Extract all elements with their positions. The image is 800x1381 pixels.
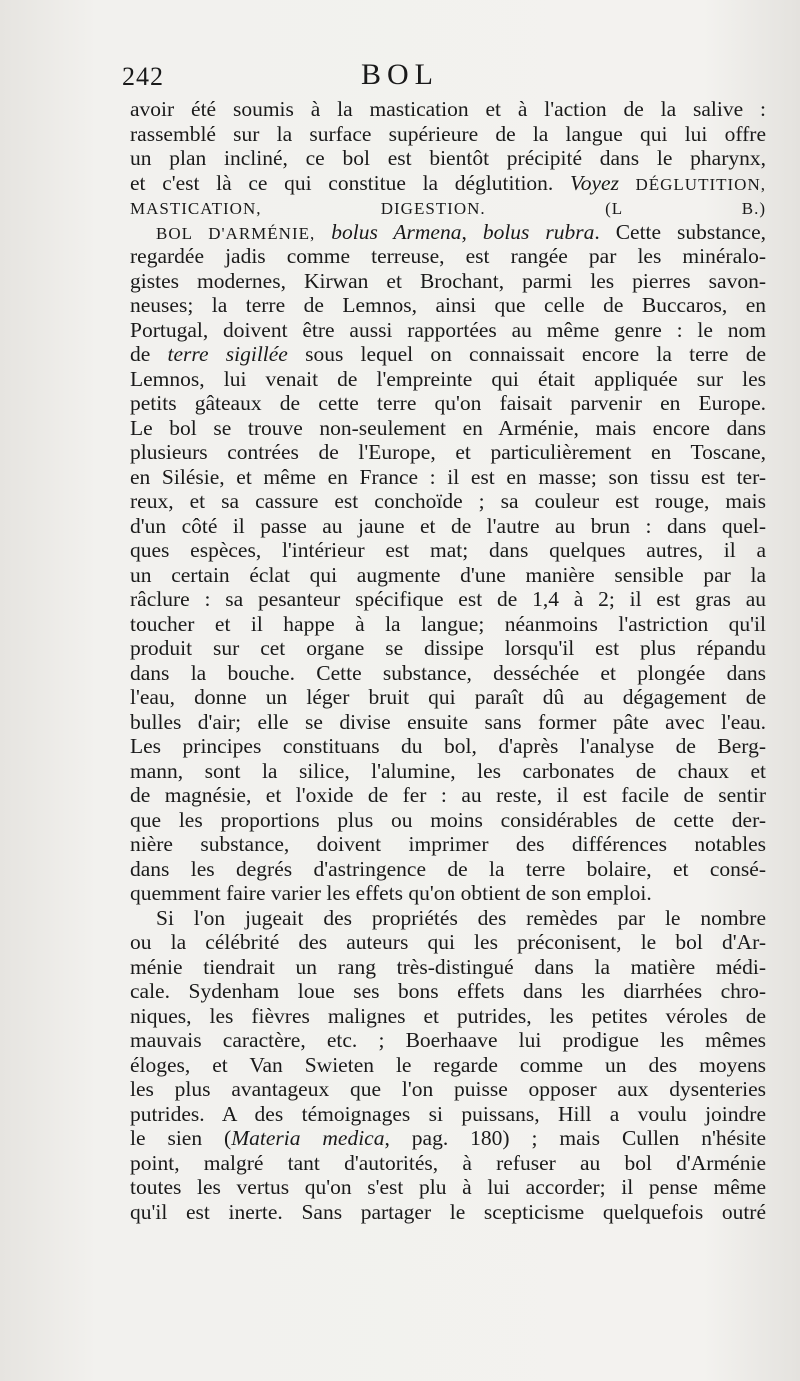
text-line xyxy=(130,342,766,367)
text-segment: de magnésie, et l'oxide de fer : au reste, il est facile de sentir xyxy=(130,783,766,807)
text-line xyxy=(130,710,766,735)
text-segment: niques, les fièvres malignes et putrides, les petites véroles de xyxy=(130,1003,766,1028)
text-segment xyxy=(486,195,605,219)
text-line xyxy=(130,318,766,343)
text-line xyxy=(130,489,766,514)
text-line xyxy=(130,1004,766,1029)
small-caps-text: BOL D'ARMÉNIE, xyxy=(156,223,316,243)
text-segment: quemment faire varier les effets qu'on obtient de son emploi. xyxy=(130,881,652,905)
text-segment: , pag. 180) ; mais Cullen n'hésite xyxy=(384,1126,766,1150)
text-line xyxy=(130,1028,766,1053)
page-number: 242 xyxy=(122,62,164,91)
text-line xyxy=(130,1077,766,1102)
running-head: BOL xyxy=(361,58,439,91)
text-line xyxy=(130,783,766,808)
text-segment: ques espèces, l'intérieur est mat; dans quelques autres, il a xyxy=(130,538,766,562)
text-segment: neuses; la terre de Lemnos, ainsi que celle de Buccaros, en xyxy=(130,293,766,317)
text-segment: Le bol se trouve non-seulement en Arménie, mais encore dans xyxy=(130,415,766,440)
text-line xyxy=(130,661,766,686)
text-line xyxy=(130,685,766,710)
text-segment: reux, et sa cassure est conchoïde ; sa couleur est rouge, mais xyxy=(130,489,766,513)
text-line xyxy=(130,1053,766,1078)
text-line xyxy=(130,244,766,269)
text-line xyxy=(130,514,766,539)
italic-text: terre sigillée xyxy=(167,342,288,366)
italic-text: Materia medica xyxy=(231,1126,385,1150)
text-segment: cale. Sydenham loue ses bons effets dans les diarrhées chro- xyxy=(130,979,766,1003)
text-line xyxy=(130,832,766,857)
text-segment: petits gâteaux de cette terre qu'on faisait parvenir en Europe. xyxy=(130,391,766,415)
text-segment: toutes les vertus qu'on s'est plu à lui accorder; il pense même xyxy=(130,1175,766,1199)
text-line xyxy=(130,930,766,955)
text-segment: éloges, et Van Swieten le regarde comme un des moyens xyxy=(130,1052,766,1077)
text-line xyxy=(130,1200,766,1225)
text-segment: dans la bouche. Cette substance, desséchée et plongée dans xyxy=(130,660,766,685)
text-segment: Lemnos, lui venait de l'empreinte qui était appliquée sur les xyxy=(130,366,766,391)
text-segment: , xyxy=(461,219,483,244)
text-line xyxy=(130,416,766,441)
text-segment: avoir été soumis à la mastication et à l'action de la salive : xyxy=(130,97,766,121)
text-line xyxy=(130,955,766,980)
italic-text: bolus Armena xyxy=(331,219,462,244)
small-caps-text: DÉGLUTITION, xyxy=(618,174,766,194)
text-line xyxy=(130,367,766,392)
text-segment: produit sur cet organe se dissipe lorsqu'il est plus répandu xyxy=(130,636,766,660)
text-segment: Si l'on jugeait des propriétés des remèdes par le nombre xyxy=(156,905,766,930)
text-segment: regardée jadis comme terreuse, est rangée par les minéralo- xyxy=(130,244,766,268)
text-line xyxy=(130,1102,766,1127)
text-segment: point, malgré tant d'autorités, à refuser au bol d'Arménie xyxy=(130,1150,766,1175)
text-line xyxy=(130,269,766,294)
text-segment: gistes modernes, Kirwan et Brochant, parmi les pierres savon- xyxy=(130,268,766,293)
text-segment: ou la célébrité des auteurs qui les préconisent, le bol d'Ar- xyxy=(130,930,766,954)
text-line xyxy=(130,612,766,637)
text-line xyxy=(130,293,766,318)
text-line xyxy=(130,220,766,245)
text-line xyxy=(130,391,766,416)
text-segment: d'un côté il passe au jaune et de l'autre au brun : dans quel- xyxy=(130,513,766,538)
text-segment: les plus avantageux que l'on puisse opposer aux dysenteries xyxy=(130,1077,766,1101)
text-segment: qu'il est inerte. Sans partager le scepticisme quelquefois outré xyxy=(130,1199,766,1224)
text-segment: et c'est là ce qui constitue la déglutition. xyxy=(130,170,570,195)
small-caps-text: (L B.) xyxy=(605,199,766,218)
text-line xyxy=(130,465,766,490)
text-line xyxy=(130,906,766,931)
page-header xyxy=(0,58,800,98)
text-line xyxy=(130,122,766,147)
text-segment: râclure : sa pesanteur spécifique est de 1,4 à 2; il est gras au xyxy=(130,587,766,611)
text-line xyxy=(130,440,766,465)
text-line xyxy=(130,1151,766,1176)
text-segment: bulles d'air; elle se divise ensuite sans former pâte avec l'eau. xyxy=(130,709,766,734)
text-segment: que les proportions plus ou moins considérables de cette der- xyxy=(130,807,766,832)
text-segment: rassemblé sur la surface supérieure de la langue qui lui offre xyxy=(130,121,766,146)
text-segment: Portugal, doivent être aussi rapportées au même genre : le nom xyxy=(130,317,766,342)
article-body xyxy=(130,97,766,1224)
text-segment: un plan incliné, ce bol est bientôt précipité dans le pharynx, xyxy=(130,146,766,170)
italic-text: Voyez xyxy=(569,170,619,195)
text-segment: . Cette substance, xyxy=(594,219,767,244)
text-line xyxy=(130,808,766,833)
text-line xyxy=(130,146,766,171)
text-line xyxy=(130,563,766,588)
text-segment: toucher et il happe à la langue; néanmoins l'astriction qu'il xyxy=(130,611,766,636)
text-segment: mann, sont la silice, l'alumine, les carbonates de chaux et xyxy=(130,758,766,783)
text-line xyxy=(130,1175,766,1200)
text-segment: Les principes constituans du bol, d'après l'analyse de Berg- xyxy=(130,734,766,758)
text-segment: ménie tiendrait un rang très-distingué dans la matière médi- xyxy=(130,954,766,979)
text-line xyxy=(130,1126,766,1151)
text-line xyxy=(130,195,766,220)
text-segment: plusieurs contrées de l'Europe, et particulièrement en Toscane, xyxy=(130,440,766,464)
text-line xyxy=(130,857,766,882)
text-line xyxy=(130,636,766,661)
text-segment: dans les degrés d'astringence de la terre bolaire, et consé- xyxy=(130,856,766,881)
text-line xyxy=(130,734,766,759)
small-caps-text: MASTICATION, DIGESTION. xyxy=(130,199,486,218)
text-segment: un certain éclat qui augmente d'une manière sensible par la xyxy=(130,562,766,587)
text-line xyxy=(130,97,766,122)
text-line xyxy=(130,979,766,1004)
text-line xyxy=(130,881,766,906)
text-segment: sous lequel on connaissait encore la terre de xyxy=(287,342,766,366)
text-line xyxy=(130,759,766,784)
italic-text: bolus rubra xyxy=(482,219,595,244)
text-segment: en Silésie, et même en France : il est en masse; son tissu est ter- xyxy=(130,464,766,489)
text-line xyxy=(130,587,766,612)
text-segment xyxy=(315,220,331,244)
text-line xyxy=(130,171,766,196)
text-line xyxy=(130,538,766,563)
text-segment: putrides. A des témoignages si puissans, Hill a voulu joindre xyxy=(130,1101,766,1126)
text-segment: l'eau, donne un léger bruit qui paraît dû au dégagement de xyxy=(130,685,766,709)
text-segment: nière substance, doivent imprimer des différences notables xyxy=(130,832,766,856)
text-segment: mauvais caractère, etc. ; Boerhaave lui prodigue les mêmes xyxy=(130,1028,766,1052)
text-segment: le sien ( xyxy=(130,1126,232,1150)
text-segment: de xyxy=(130,342,168,366)
